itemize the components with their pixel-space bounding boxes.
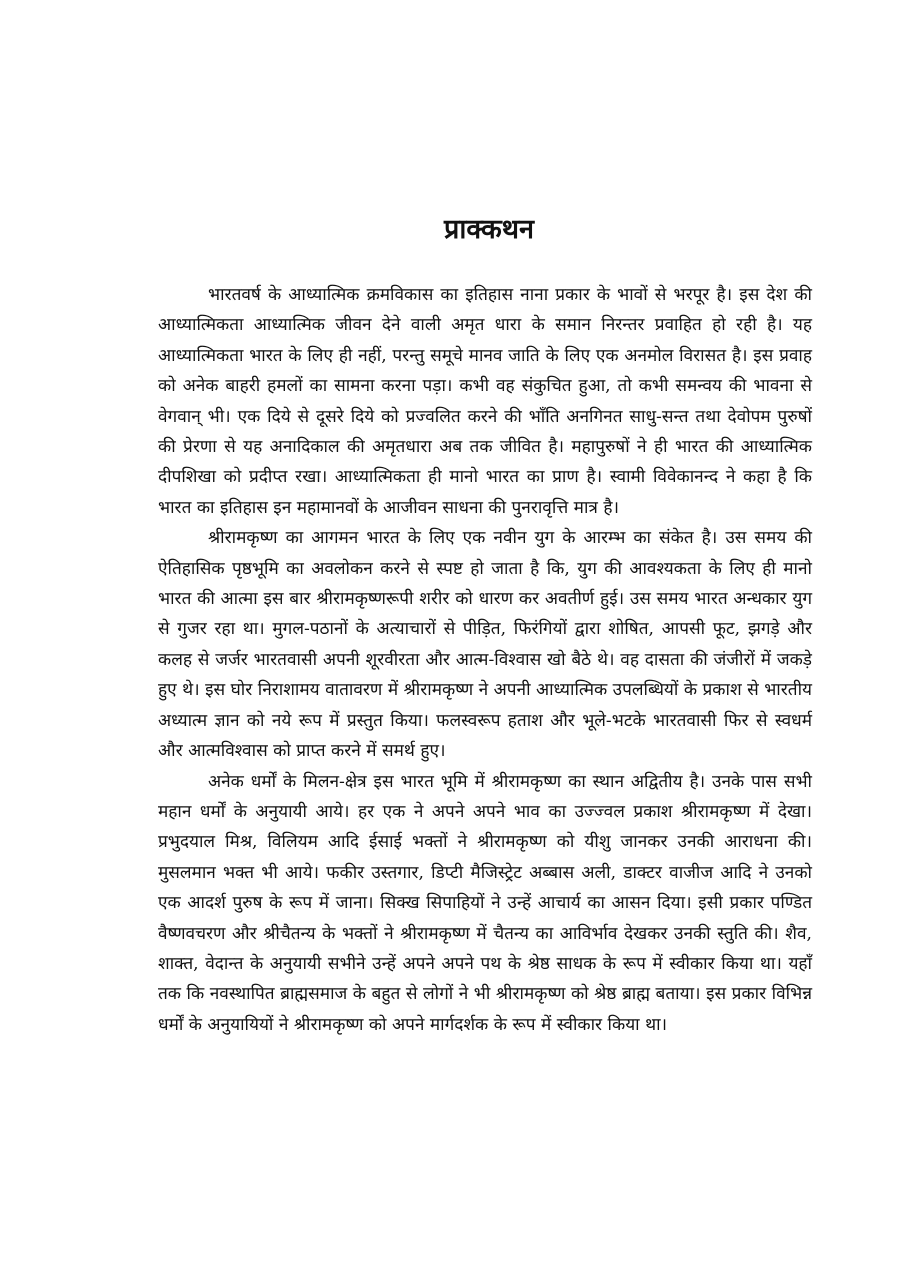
paragraph-2: श्रीरामकृष्ण का आगमन भारत के लिए एक नवीन युग के आरम्भ का संकेत है। उस समय की ऐतिहासिक पृष्ठभूमि का अवलोकन करने से स्पष्ट हो जाता है कि, युग की आवश्यकता के लिए ही मानो भारत की आत्मा इस बार श्रीरामकृष्णरूपी शरीर को धारण कर अवतीर्ण हुई। उस समय भारत अन्धकार युग से गुजर रहा था। मुगल-पठानों के अत्याचारों से पीड़ित, फिरंगियों द्वारा शोषित, आपसी फूट, झगड़े और कलह से जर्जर भारतवासी अपनी शूरवीरता और आत्म-विश्वास खो बैठे थे। वह दासता की जंजीरों में जकड़े हुए थे। इस घोर निराशामय वातावरण में श्रीरामकृष्ण ने अपनी आध्यात्मिक उपलब्धियों के प्रकाश से भारतीय अध्यात्म ज्ञान को नये रूप में प्रस्तुत किया। फलस्वरूप हताश और भूले-भटके भारतवासी फिर से स्वधर्म और आत्मविश्वास को प्राप्त करने में समर्थ हुए। (158, 528, 812, 762)
paragraph-1: भारतवर्ष के आध्यात्मिक क्रमविकास का इतिहास नाना प्रकार के भावों से भरपूर है। इस देश की आध्यात्मिकता आध्यात्मिक जीवन देने वाली अमृत धारा के समान निरन्तर प्रवाहित हो रही है। यह आध्यात्मिकता भारत के लिए ही नहीं, परन्तु समूचे मानव जाति के लिए एक अनमोल विरासत है। इस प्रवाह को अनेक बाहरी हमलों का सामना करना पड़ा। कभी वह संकुचित हुआ, तो कभी समन्वय की भावना से वेगवान् भी। एक दिये से दूसरे दिये को प्रज्वलित करने की भाँति अनगिनत साधु-सन्त तथा देवोपम पुरुषों की प्रेरणा से यह अनादिकाल की अमृतधारा अब तक जीवित है। महापुरुषों ने ही भारत की आध्यात्मिक दीपशिखा को प्रदीप्त रखा। आध्यात्मिकता ही मानो भारत का प्राण है। स्वामी विवेकानन्द ने कहा है कि भारत का इतिहास इन महामानवों के आजीवन साधना की पुनरावृत्ति मात्र है। (158, 285, 812, 518)
document-page (158, 210, 812, 1040)
paragraph-3: अनेक धर्मों के मिलन-क्षेत्र इस भारत भूमि में श्रीरामकृष्ण का स्थान अद्वितीय है। उनके पास सभी महान धर्मों के अनुयायी आये। हर एक ने अपने अपने भाव का उज्ज्वल प्रकाश श्रीरामकृष्ण में देखा। प्रभुदयाल मिश्र, विलियम आदि ईसाई भक्तों ने श्रीरामकृष्ण को यीशु जानकर उनकी आराधना की। मुसलमान भक्त भी आये। फकीर उस्तगार, डिप्टी मैजिस्ट्रेट अब्बास अली, डाक्टर वाजीज आदि ने उनको एक आदर्श पुरुष के रूप में जाना। सिक्ख सिपाहियों ने उन्हें आचार्य का आसन दिया। इसी प्रकार पण्डित वैष्णवचरण और श्रीचैतन्य के भक्तों ने श्रीरामकृष्ण में चैतन्य का आविर्भाव देखकर उनकी स्तुति की। शैव, शाक्त, वेदान्त के अनुयायी सभीने उन्हें अपने अपने पथ के श्रेष्ठ साधक के रूप में स्वीकार किया था। यहाँ तक कि नवस्थापित ब्राह्मसमाज के बहुत से लोगों ने भी श्रीरामकृष्ण को श्रेष्ठ ब्राह्म बताया। इस प्रकार विभिन्न धर्मों के अनुयायियों ने श्रीरामकृष्ण को अपने मार्गदर्शक के रूप में स्वीकार किया था। (158, 771, 812, 1035)
page-title: प्राक्कथन (443, 214, 535, 245)
